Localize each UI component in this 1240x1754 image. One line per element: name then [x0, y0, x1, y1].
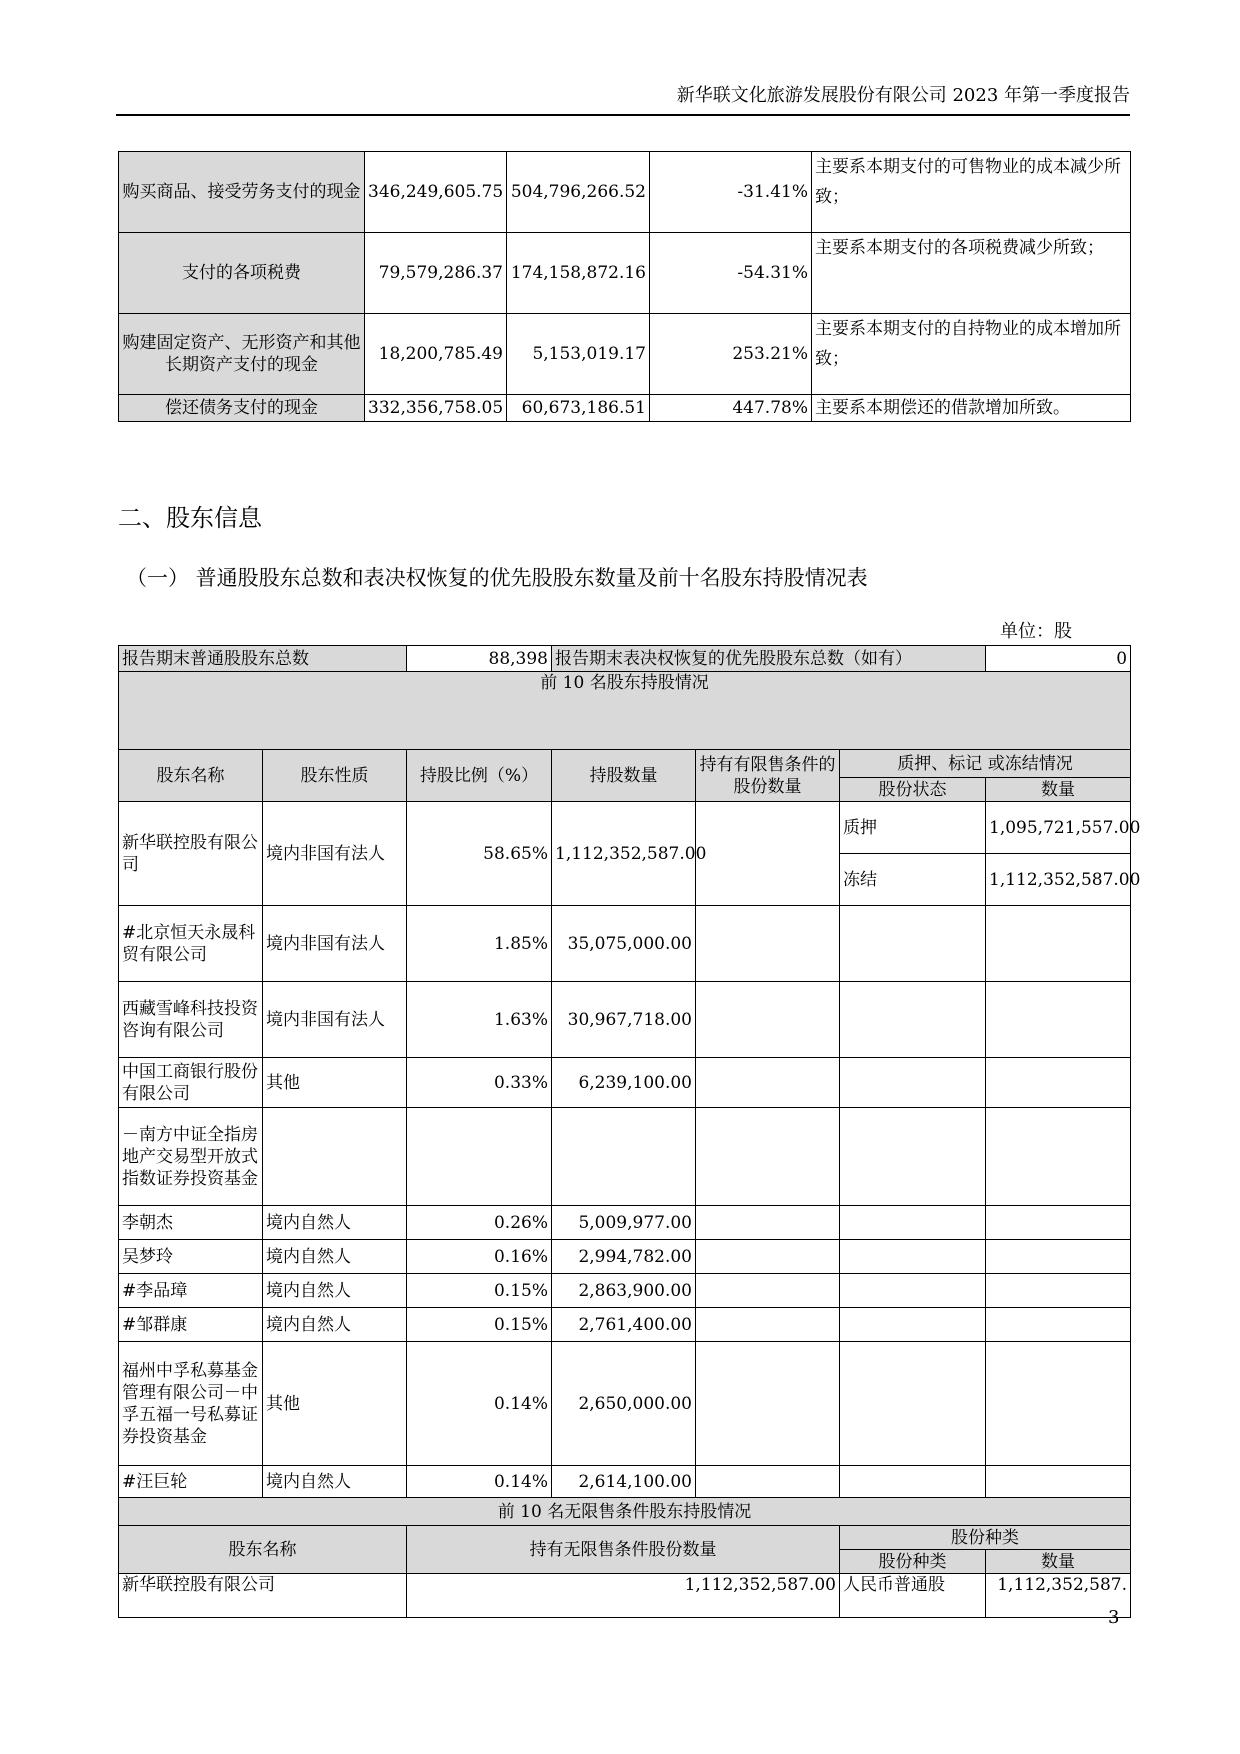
holder-amount — [986, 1466, 1131, 1498]
holder-quantity: 2,650,000.00 — [552, 1342, 696, 1466]
cash-reason: 主要系本期支付的可售物业的成本减少所致； — [812, 152, 1131, 233]
unrestricted-share-amount: 1,112,352,587. — [986, 1574, 1131, 1618]
subsection-title: （一） 普通股股东总数和表决权恢复的优先股股东数量及前十名股东持股情况表 — [126, 566, 868, 590]
col-header-pledge-group: 质押、标记 或冻结情况 — [840, 750, 1131, 778]
page-number: 3 — [1108, 1607, 1120, 1628]
pledge-status: 质押 — [840, 802, 986, 854]
holder-quantity: 30,967,718.00 — [552, 982, 696, 1058]
unrestricted-title: 前 10 名无限售条件股东持股情况 — [119, 1498, 1131, 1526]
holder-quantity: 2,994,782.00 — [552, 1240, 696, 1274]
cash-item-label: 购建固定资产、无形资产和其他长期资产支付的现金 — [119, 314, 365, 395]
cash-previous-value: 174,158,872.16 — [507, 233, 650, 314]
holder-amount — [986, 906, 1131, 982]
holder-restricted — [696, 1108, 840, 1206]
holder-amount — [986, 1342, 1131, 1466]
unrestricted-holder-name: 新华联控股有限公司 — [119, 1574, 407, 1618]
holder-quantity: 5,009,977.00 — [552, 1206, 696, 1240]
holder-nature: 境内非国有法人 — [263, 906, 407, 982]
col-header-unrestricted-quantity: 持有无限售条件股份数量 — [407, 1526, 840, 1574]
cash-change-value: -54.31% — [650, 233, 812, 314]
holder-nature: 境内非国有法人 — [263, 982, 407, 1058]
holder-status — [840, 1108, 986, 1206]
cash-item-label: 购买商品、接受劳务支付的现金 — [119, 152, 365, 233]
pref-holders-label: 报告期末表决权恢复的优先股股东总数（如有） — [552, 646, 986, 672]
summary-row — [119, 646, 1131, 672]
holder-restricted — [696, 982, 840, 1058]
header-row — [119, 1526, 1131, 1550]
table-row — [119, 314, 1131, 395]
holder-nature: 境内非国有法人 — [263, 802, 407, 906]
col-header-ratio: 持股比例（%） — [407, 750, 552, 802]
holder-ratio: 1.85% — [407, 906, 552, 982]
holder-restricted — [696, 802, 840, 906]
holder-nature: 境内自然人 — [263, 1466, 407, 1498]
holder-nature: 其他 — [263, 1058, 407, 1108]
holder-name: 吴梦玲 — [119, 1240, 263, 1274]
holder-nature: 境内自然人 — [263, 1206, 407, 1240]
col-header-quantity: 持股数量 — [552, 750, 696, 802]
holder-nature: 境内自然人 — [263, 1308, 407, 1342]
col-header-class: 股份种类 — [840, 1550, 986, 1574]
holder-ratio: 0.15% — [407, 1274, 552, 1308]
cash-change-value: 447.78% — [650, 395, 812, 422]
holder-name: 西藏雪峰科技投资咨询有限公司 — [119, 982, 263, 1058]
cash-change-value: -31.41% — [650, 152, 812, 233]
holder-nature: 境内自然人 — [263, 1274, 407, 1308]
table-row — [119, 1466, 1131, 1498]
table-row — [119, 395, 1131, 422]
holder-amount — [986, 1206, 1131, 1240]
holder-status — [840, 1342, 986, 1466]
holder-quantity — [552, 1108, 696, 1206]
cash-item-label: 偿还债务支付的现金 — [119, 395, 365, 422]
pledge-amount: 1,095,721,557.00 — [986, 802, 1131, 854]
top10-title-row — [119, 672, 1131, 750]
holder-status — [840, 1308, 986, 1342]
holder-status — [840, 982, 986, 1058]
holder-name: #汪巨轮 — [119, 1466, 263, 1498]
holder-ratio: 0.15% — [407, 1308, 552, 1342]
holder-name: 李朝杰 — [119, 1206, 263, 1240]
holder-ratio: 0.14% — [407, 1342, 552, 1466]
holder-quantity: 6,239,100.00 — [552, 1058, 696, 1108]
holder-amount — [986, 1274, 1131, 1308]
holder-nature: 境内自然人 — [263, 1240, 407, 1274]
holder-status — [840, 1274, 986, 1308]
holder-restricted — [696, 1206, 840, 1240]
col-header-class-group: 股份种类 — [840, 1526, 1131, 1550]
holder-status — [840, 1466, 986, 1498]
cash-reason: 主要系本期支付的各项税费减少所致； — [812, 233, 1131, 314]
holder-ratio: 0.16% — [407, 1240, 552, 1274]
page-header: 新华联文化旅游发展股份有限公司 2023 年第一季度报告 — [676, 85, 1130, 106]
table-row — [119, 152, 1131, 233]
holder-quantity: 35,075,000.00 — [552, 906, 696, 982]
total-holders-label: 报告期末普通股股东总数 — [119, 646, 407, 672]
holder-ratio — [407, 1108, 552, 1206]
holder-name: 中国工商银行股份有限公司 — [119, 1058, 263, 1108]
holder-restricted — [696, 1058, 840, 1108]
table-row — [119, 1108, 1131, 1206]
holder-quantity: 2,761,400.00 — [552, 1308, 696, 1342]
cash-previous-value: 5,153,019.17 — [507, 314, 650, 395]
cash-previous-value: 504,796,266.52 — [507, 152, 650, 233]
table-row — [119, 233, 1131, 314]
holder-name: #邹群康 — [119, 1308, 263, 1342]
top10-title: 前 10 名股东持股情况 — [119, 672, 1131, 750]
table-row — [119, 1274, 1131, 1308]
holder-name: 福州中孚私募基金管理有限公司－中孚五福一号私募证券投资基金 — [119, 1342, 263, 1466]
holder-nature — [263, 1108, 407, 1206]
freeze-amount: 1,112,352,587.00 — [986, 854, 1131, 906]
holder-nature: 其他 — [263, 1342, 407, 1466]
col-header-name: 股东名称 — [119, 750, 263, 802]
col-header-class-amount: 数量 — [986, 1550, 1131, 1574]
holder-quantity: 2,863,900.00 — [552, 1274, 696, 1308]
shareholder-table — [118, 645, 1141, 1618]
table-row — [119, 1240, 1131, 1274]
cash-flow-table — [118, 151, 1131, 422]
holder-ratio: 1.63% — [407, 982, 552, 1058]
holder-name: #李品璋 — [119, 1274, 263, 1308]
holder-ratio: 0.33% — [407, 1058, 552, 1108]
col-header-status: 股份状态 — [840, 778, 986, 802]
total-holders-value: 88,398 — [407, 646, 552, 672]
holder-name: 新华联控股有限公司 — [119, 802, 263, 906]
col-header-unrestricted-name: 股东名称 — [119, 1526, 407, 1574]
holder-status — [840, 1240, 986, 1274]
table-row — [119, 1342, 1131, 1466]
col-header-restricted: 持有有限售条件的股份数量 — [696, 750, 840, 802]
holder-name: #北京恒天永晟科贸有限公司 — [119, 906, 263, 982]
holder-quantity: 1,112,352,587.00 — [552, 802, 696, 906]
section-title: 二、股东信息 — [118, 504, 262, 532]
holder-name: －南方中证全指房地产交易型开放式指数证券投资基金 — [119, 1108, 263, 1206]
cash-reason: 主要系本期支付的自持物业的成本增加所致； — [812, 314, 1131, 395]
holder-restricted — [696, 906, 840, 982]
holder-restricted — [696, 1308, 840, 1342]
cash-previous-value: 60,673,186.51 — [507, 395, 650, 422]
freeze-status: 冻结 — [840, 854, 986, 906]
cash-reason: 主要系本期偿还的借款增加所致。 — [812, 395, 1131, 422]
cash-current-value: 346,249,605.75 — [365, 152, 507, 233]
holder-restricted — [696, 1342, 840, 1466]
col-header-nature: 股东性质 — [263, 750, 407, 802]
holder-ratio: 0.26% — [407, 1206, 552, 1240]
cash-change-value: 253.21% — [650, 314, 812, 395]
holder-amount — [986, 982, 1131, 1058]
header-rule — [116, 114, 1130, 116]
holder-status — [840, 1058, 986, 1108]
holder-restricted — [696, 1240, 840, 1274]
holder-amount — [986, 1058, 1131, 1108]
unrestricted-title-row — [119, 1498, 1131, 1526]
table-row — [119, 1206, 1131, 1240]
unit-label: 单位：股 — [1000, 621, 1072, 642]
cash-current-value: 79,579,286.37 — [365, 233, 507, 314]
table-row — [119, 802, 1131, 854]
holder-amount — [986, 1108, 1131, 1206]
holder-amount — [986, 1308, 1131, 1342]
table-row — [119, 906, 1131, 982]
table-row — [119, 1574, 1131, 1618]
table-row — [119, 982, 1131, 1058]
header-row — [119, 750, 1131, 778]
table-row — [119, 1058, 1131, 1108]
holder-restricted — [696, 1274, 840, 1308]
pref-holders-value: 0 — [986, 646, 1131, 672]
unrestricted-share-class: 人民币普通股 — [840, 1574, 986, 1618]
table-row — [119, 1308, 1131, 1342]
holder-status — [840, 906, 986, 982]
holder-amount — [986, 1240, 1131, 1274]
col-header-amount: 数量 — [986, 778, 1131, 802]
cash-item-label: 支付的各项税费 — [119, 233, 365, 314]
unrestricted-holder-quantity: 1,112,352,587.00 — [407, 1574, 840, 1618]
holder-ratio: 58.65% — [407, 802, 552, 906]
holder-restricted — [696, 1466, 840, 1498]
holder-status — [840, 1206, 986, 1240]
holder-ratio: 0.14% — [407, 1466, 552, 1498]
cash-current-value: 332,356,758.05 — [365, 395, 507, 422]
cash-current-value: 18,200,785.49 — [365, 314, 507, 395]
holder-quantity: 2,614,100.00 — [552, 1466, 696, 1498]
